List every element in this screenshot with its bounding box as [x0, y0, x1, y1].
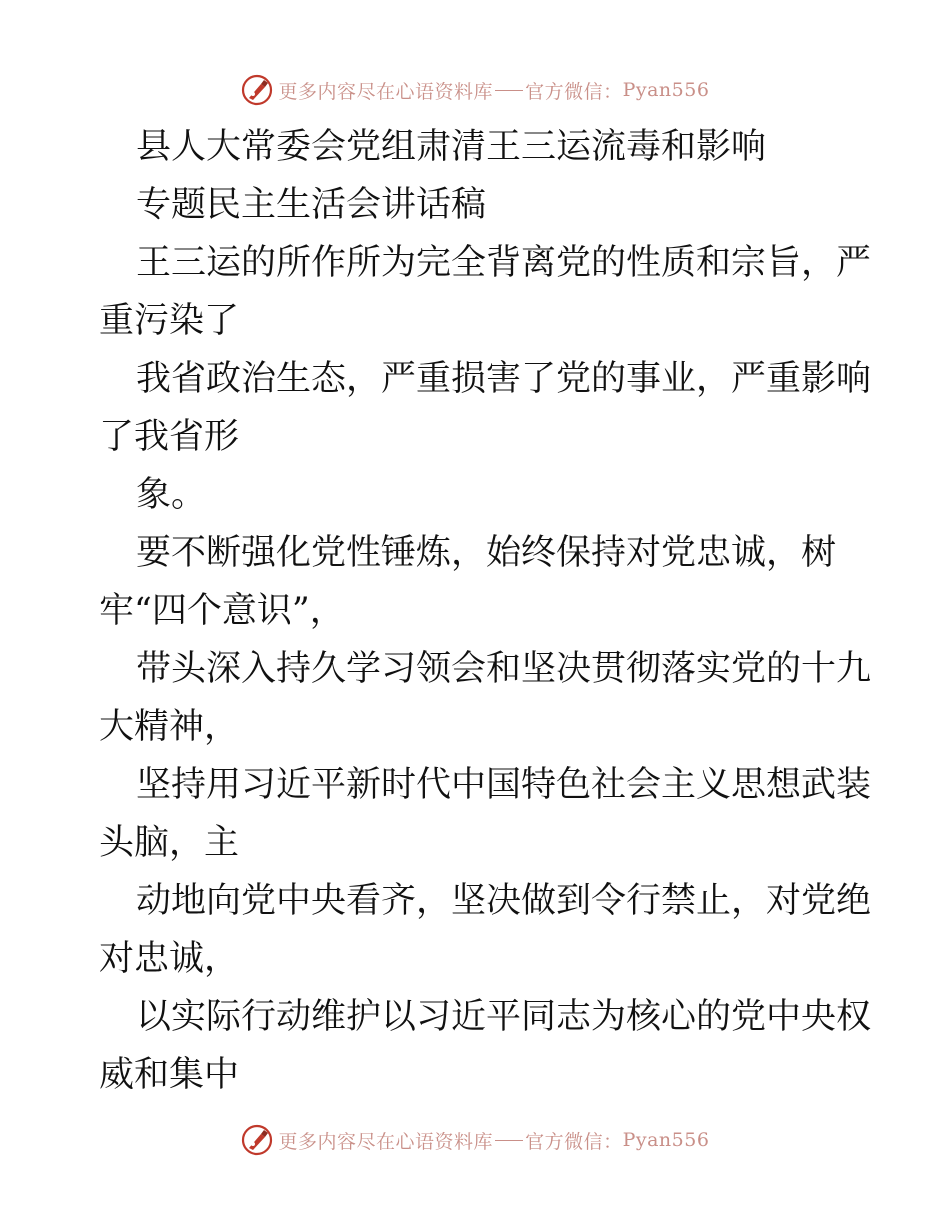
pen-logo-icon: [241, 1124, 273, 1156]
doc-line: 我省政治生态，严重损害了党的事业，严重影响: [136, 359, 872, 399]
doc-line: 动地向党中央看齐，坚决做到令行禁止，对党绝: [136, 881, 872, 921]
doc-line: 象。: [136, 475, 207, 515]
footer-banner: [0, 1120, 950, 1160]
doc-title-line-1: 县人大常委会党组肃清王三运流毒和影响: [136, 127, 767, 167]
doc-title-line-2: 专题民主生活会讲话稿: [136, 185, 487, 225]
doc-line: 王三运的所作所为完全背离党的性质和宗旨，严: [136, 243, 872, 283]
doc-line: 牢“四个意识”，: [99, 591, 345, 631]
doc-line: 大精神，: [99, 707, 240, 747]
doc-line: 要不断强化党性锤炼，始终保持对党忠诚，树: [136, 533, 837, 573]
doc-line: 重污染了: [99, 301, 240, 341]
doc-line: 带头深入持久学习领会和坚决贯彻落实党的十九: [136, 649, 872, 689]
header-banner: [0, 70, 950, 110]
doc-line: 头脑，主: [99, 823, 240, 863]
doc-line: 威和集中: [99, 1055, 240, 1095]
pen-logo-icon: [241, 74, 273, 106]
banner-wechat-label: 官方微信：: [525, 80, 623, 103]
banner-wechat-id: Pyan556: [622, 79, 710, 101]
banner-site-text: 更多内容尽在心语资料库: [278, 80, 494, 103]
banner-site-text: 更多内容尽在心语资料库: [278, 1130, 494, 1153]
banner-dash: [495, 1140, 523, 1141]
doc-line: 以实际行动维护以习近平同志为核心的党中央权: [136, 997, 872, 1037]
banner-wechat-id: Pyan556: [622, 1129, 710, 1151]
banner-dash: [495, 90, 523, 91]
doc-line: 坚持用习近平新时代中国特色社会主义思想武装: [136, 765, 872, 805]
doc-line: 对忠诚，: [99, 939, 240, 979]
banner-wechat-label: 官方微信：: [525, 1130, 623, 1153]
doc-line: 了我省形: [99, 417, 240, 457]
